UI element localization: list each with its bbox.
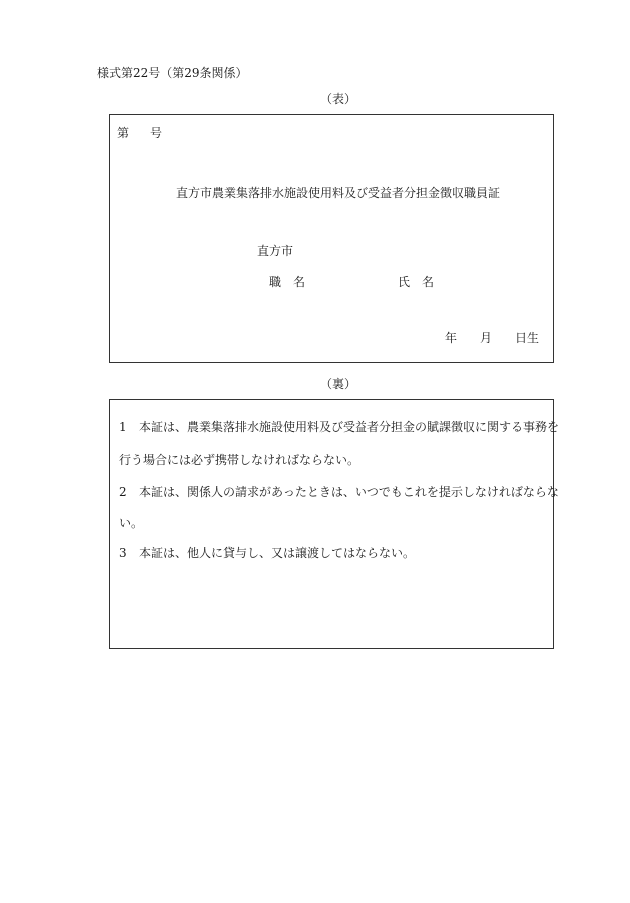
item-number: 3 xyxy=(119,546,127,560)
form-label: 様式第22号（第29条関係） xyxy=(97,66,248,80)
city-name: 直方市 xyxy=(257,244,294,258)
item-text-line: 本証は、他人に貸与し、又は譲渡してはならない。 xyxy=(139,546,416,560)
back-heading: （裏） xyxy=(320,377,357,391)
name-label: 氏 名 xyxy=(398,275,435,289)
id-card-back xyxy=(109,399,560,649)
number-suffix: 号 xyxy=(150,126,163,140)
birth-month-label: 月 xyxy=(480,331,493,345)
item-text-line: 行う場合には必ず携帯しなければならない。 xyxy=(119,453,360,467)
item-text-line: 本証は、農業集落排水施設使用料及び受益者分担金の賦課徴収に関する事務を xyxy=(139,420,560,434)
birth-year-label: 年 xyxy=(445,331,458,345)
card-title: 直方市農業集落排水施設使用料及び受益者分担金徴収職員証 xyxy=(176,186,501,200)
item-text-line: い。 xyxy=(119,516,144,530)
number-prefix: 第 xyxy=(117,126,130,140)
item-number: 1 xyxy=(119,420,127,434)
position-label: 職 名 xyxy=(269,275,306,289)
front-heading: （表） xyxy=(320,92,357,106)
birth-day-label: 日生 xyxy=(515,331,540,345)
item-text-line: 本証は、関係人の請求があったときは、いつでもこれを提示しなければならな xyxy=(139,485,559,499)
item-number: 2 xyxy=(119,485,127,499)
id-card-front xyxy=(109,114,554,363)
